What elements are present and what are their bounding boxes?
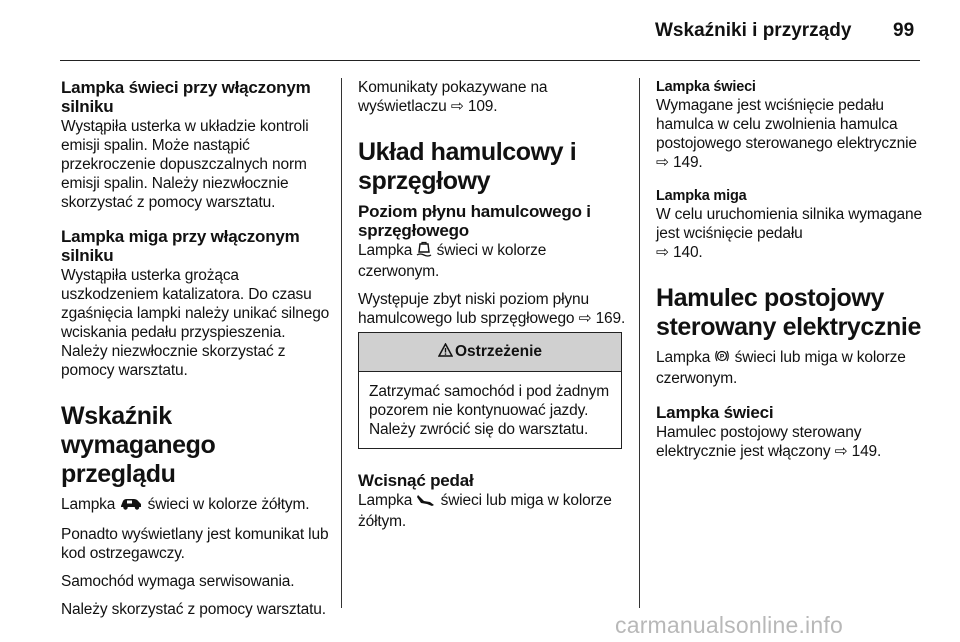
service-contact-workshop-text: Należy skorzystać z pomocy warsztatu.: [61, 601, 326, 618]
section-text-lamp-on-engine-running: Wystąpiła usterka w układzie kontroli emisji spalin. Może nastąpić przekroczenie dopuszczalnych norm emisji spalin. Należy niezwłocznie skorzystać z pomocy warsztatu.: [61, 118, 309, 211]
lamp-on-paragraph: [656, 96, 926, 172]
column-divider-1: [341, 78, 342, 608]
depress-pedal-icon: [416, 493, 436, 512]
service-required-text: Samochód wymaga serwisowania.: [61, 573, 295, 590]
page-reference-arrow-icon: ⇨: [578, 310, 592, 327]
column-1: [61, 78, 331, 619]
parking-brake-text-after: świeci lub miga w kolorze czerwonym.: [656, 349, 906, 387]
column-2: [358, 78, 628, 531]
display-messages-reference: [358, 78, 628, 116]
page-header-title: Wskaźniki i przyrządy: [655, 20, 852, 41]
lamp-flashing-page-ref: 140.: [673, 244, 703, 261]
lamp-on-page-ref: 149.: [673, 154, 703, 171]
brake-fluid-page-ref: 169.: [595, 310, 626, 327]
lamp-flashing-text: W celu uruchomienia silnika wymagane jest wciśnięcie pedału: [656, 206, 922, 242]
section-heading-brake-fluid-level: Poziom płynu hamulcowego i sprzęgłowego: [358, 202, 591, 240]
svg-text:P: P: [720, 353, 725, 361]
page-reference-arrow-icon: ⇨: [834, 443, 848, 460]
depress-pedal-lamp-paragraph: [358, 491, 628, 531]
warning-box-text: Zatrzymać samochód i pod żadnym pozorem nie kontynuować jazdy. Należy zwrócić się do warsztatu.: [369, 383, 610, 438]
section-heading-brake-clutch-system: Układ hamulcowy i sprzęgłowy: [358, 138, 577, 195]
display-messages-page-ref: 109.: [467, 98, 498, 115]
service-lamp-text-after: świeci w kolorze żółtym.: [147, 496, 310, 513]
section-text-lamp-flashing-engine-running: Wystąpiła usterka grożąca uszkodzeniem katalizatora. Do czasu zgaśnięcia lampki należy unikać silnego wciskania pedału przyspieszenia. Należy niezwłocznie skorzystać z pomocy warsztatu.: [61, 267, 330, 379]
page-reference-arrow-icon: ⇨: [656, 154, 669, 171]
page-number: 99: [893, 20, 915, 41]
depress-pedal-text-after: świeci lub miga w kolorze żółtym.: [358, 492, 612, 530]
service-vehicle-icon: [119, 495, 143, 516]
parking-brake-on-page-ref: 149.: [851, 443, 882, 460]
service-lamp-text-before: Lampka: [61, 496, 116, 513]
parking-brake-on-text: Hamulec postojowy sterowany elektrycznie jest włączony: [656, 424, 862, 460]
depress-pedal-text-before: Lampka: [358, 492, 413, 509]
display-messages-text: Komunikaty pokazywane na wyświetlaczu: [358, 79, 548, 115]
column-divider-2: [639, 78, 640, 608]
warning-triangle-icon: [438, 343, 453, 362]
section-heading-lamp-flashing-engine-running: Lampka miga przy włączonym silniku: [61, 227, 300, 265]
section-heading-lamp-flashing: Lampka miga: [656, 188, 747, 204]
brake-fluid-low-paragraph: [358, 290, 628, 328]
parking-brake-on-paragraph: [656, 423, 926, 461]
section-heading-depress-pedal: Wcisnąć pedał: [358, 471, 474, 490]
service-warning-message-text: Ponadto wyświetlany jest komunikat lub kod ostrzegawczy.: [61, 526, 329, 562]
parking-brake-text-before: Lampka: [656, 349, 711, 366]
column-3: [656, 78, 926, 461]
section-heading-parking-brake-lamp-on: Lampka świeci: [656, 403, 774, 422]
service-lamp-paragraph: [61, 495, 331, 516]
section-heading-lamp-on: Lampka świeci: [656, 79, 756, 95]
brake-fluid-low-text: Występuje zbyt niski poziom płynu hamulcowego lub sprzęgłowego: [358, 291, 589, 327]
brake-fluid-text-after: świeci w kolorze czerwonym.: [358, 242, 547, 280]
parking-brake-lamp-paragraph: [656, 348, 926, 388]
warning-box-title: Ostrzeżenie: [454, 343, 542, 360]
section-heading-service-indicator: Wskaźnik wymaganego przeglądu: [61, 402, 216, 488]
warning-box-header: [359, 333, 621, 372]
page-reference-arrow-icon: ⇨: [656, 244, 669, 261]
brake-fluid-lamp-paragraph: [358, 241, 628, 281]
electric-parking-brake-icon: [714, 348, 730, 369]
warning-box: [358, 332, 622, 449]
brake-fluid-text-before: Lampka: [358, 242, 413, 259]
section-heading-lamp-on-engine-running: Lampka świeci przy włączonym silniku: [61, 78, 311, 116]
lamp-flashing-paragraph: [656, 205, 926, 262]
page-reference-arrow-icon: ⇨: [450, 98, 464, 115]
header-divider: [60, 60, 920, 61]
section-heading-electric-parking-brake: Hamulec postojowy sterowany elektrycznie: [656, 284, 921, 341]
footer-watermark: carmanualsonline.info: [615, 612, 843, 638]
brake-fluid-level-icon: [416, 241, 432, 262]
lamp-on-text: Wymagane jest wciśnięcie pedału hamulca w celu zwolnienia hamulca postojowego sterowanego elektrycznie: [656, 97, 917, 152]
